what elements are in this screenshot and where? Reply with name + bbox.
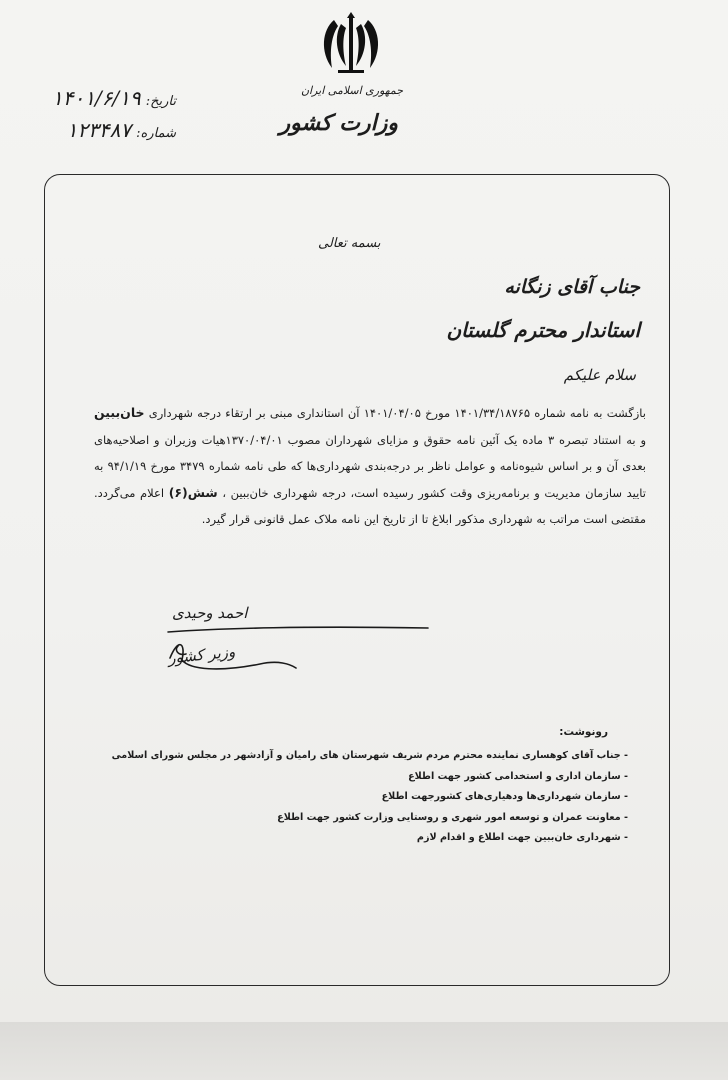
body-part-3: اعلام می‌گردد. مقتضی است مراتب به شهرداری مذکور ابلاغ تا از تاریخ این نامه ملاک عمل قانونی قرار گیرد. xyxy=(94,485,646,526)
date-label: تاریخ: xyxy=(145,94,176,109)
iran-emblem-icon xyxy=(316,12,386,80)
body-part-2: و به استناد تبصره ۳ ماده یک آئین نامه حقوق و مزایای شهرداران مصوب ۱۳۷۰/۰۴/۰۱هیات وزیران و اصلاحیه‌های بعدی آن و بر اساس شیوه‌نامه و عوامل ناظر بر درجه‌بندی شهرداری‌ها که طی نامه شماره ۳۴۷۹ مورخ ۹۴/۱/۱۹ به تایید سازمان مدیریت و برنامه‌ریزی وقت کشور رسیده است، درجه شهرداری خان‌ببین ، xyxy=(94,432,646,500)
paper-bottom-edge xyxy=(0,1022,728,1080)
cc-item: - شهرداری خان‌ببین جهت اطلاع و اقدام لازم xyxy=(112,828,628,849)
grade-bold: شش(۶) xyxy=(168,484,218,500)
date-value: ۱۴۰۱/۶/۱۹ xyxy=(51,86,141,110)
cc-list xyxy=(112,746,628,849)
ministry-title: وزارت کشور xyxy=(279,110,398,136)
republic-title: جمهوری اسلامی ایران xyxy=(300,84,404,97)
number-value: ۱۲۳۴۸۷ xyxy=(66,118,132,142)
signer-title: وزیر کشور xyxy=(167,642,236,668)
cc-item: - سازمان اداری و استخدامی کشور جهت اطلاع xyxy=(112,767,628,788)
recipient-title: استاندار محترم گلستان xyxy=(446,318,640,342)
letter-date xyxy=(52,86,176,110)
recipient-name: جناب آقای زنگانه xyxy=(504,276,640,298)
body-part-1: بازگشت به نامه شماره ۱۴۰۱/۳۴/۱۸۷۶۵ مورخ ۱۴۰۱/۰۴/۰۵ آن استانداری مبنی بر ارتقاء درجه شهرداری xyxy=(148,406,646,420)
cc-item: - جناب آقای کوهساری نماینده محترم مردم شریف شهرستان های رامیان و آزادشهر در مجلس شورای اسلامی xyxy=(112,746,628,767)
city-name-bold: خان‌ببین xyxy=(94,405,145,420)
letter-number xyxy=(67,118,176,142)
cc-item: - سازمان شهرداری‌ها ودهیاری‌های کشورجهت اطلاع xyxy=(112,787,628,808)
bismillah: بسمه تعالی xyxy=(318,236,381,251)
signer-name: احمد وحیدی xyxy=(172,604,248,622)
letter-body xyxy=(94,400,646,533)
greeting: سلام علیکم xyxy=(563,366,636,384)
number-label: شماره: xyxy=(136,126,176,141)
cc-item: - معاونت عمران و توسعه امور شهری و روستایی وزارت کشور جهت اطلاع xyxy=(112,808,628,829)
cc-title: رونوشت: xyxy=(559,726,608,738)
